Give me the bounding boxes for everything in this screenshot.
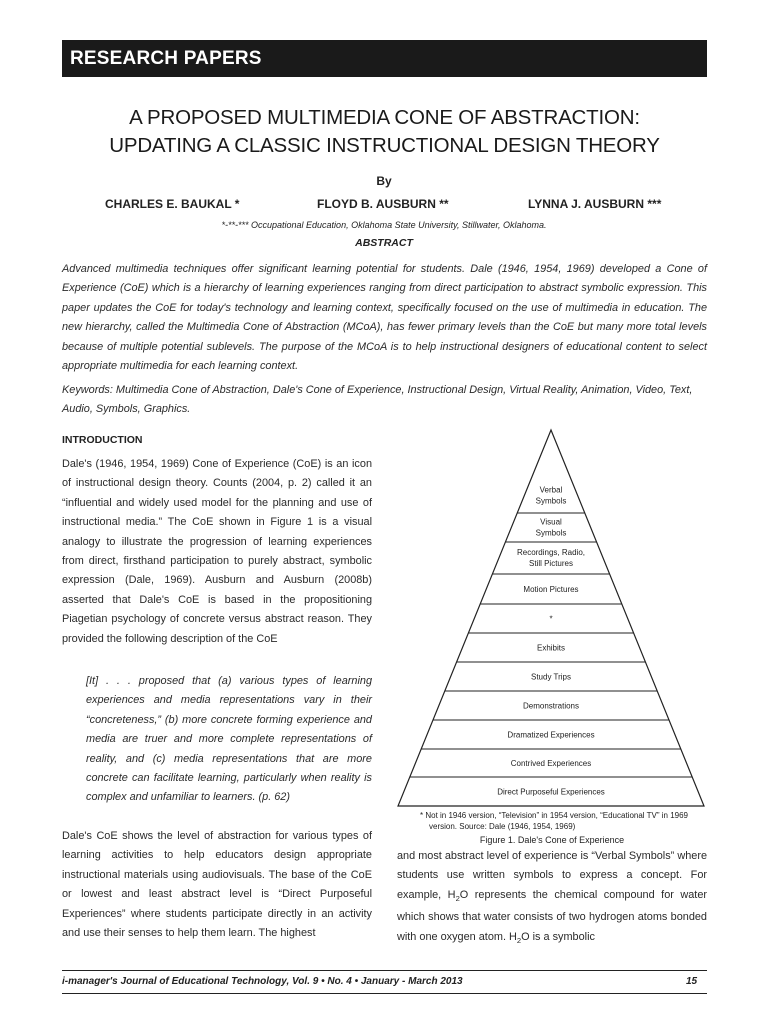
right-para-part-1: and most abstract level of experience is “Verbal Symbols” where students use written symbols to express a concept. For example, H	[397, 850, 707, 901]
abstract-heading: ABSTRACT	[355, 237, 413, 249]
subscript-2: 2	[455, 893, 460, 903]
cone-level-label: Demonstrations	[522, 701, 580, 711]
cone-level-label: Symbols	[535, 496, 567, 506]
affiliation: *-**-*** Occupational Education, Oklahoma State University, Stillwater, Oklahoma.	[221, 220, 547, 230]
title-line-1: A PROPOSED MULTIMEDIA CONE OF ABSTRACTION:	[129, 106, 640, 129]
subscript-2b: 2	[516, 935, 522, 945]
author-1: CHARLES E. BAUKAL *	[105, 197, 240, 211]
intro-paragraph-2: Dale's CoE shows the level of abstraction for various types of learning activities to help educators design appropriate instructional materials using audiovisuals. The base of the CoE or lowest and least abstract level is “Direct Purposeful Experiences” where students participate directly in an activity and use their senses to help them learn. The highest	[62, 830, 372, 940]
cone-level-label: Still Pictures	[528, 559, 574, 568]
right-para-part-2: O represents the chemical compound for water which shows that water consists of two hydrogen atoms bonded with one oxygen atom. H	[397, 888, 707, 943]
right-para-part-3: O is a symbolic	[521, 930, 595, 943]
figure-caption: Figure 1. Dale's Cone of Experience	[479, 835, 625, 845]
cone-level-label: Dramatized Experiences	[507, 730, 595, 740]
cone-level-label: Contrived Experiences	[510, 759, 592, 768]
cone-level-label: Recordings, Radio,	[516, 548, 586, 557]
cone-level-label: *	[549, 614, 553, 624]
cone-level-label: Symbols	[535, 528, 567, 538]
author-2: FLOYD B. AUSBURN **	[317, 197, 449, 211]
footer-rule-top	[62, 970, 707, 971]
abstract-text: Advanced multimedia techniques offer significant learning potential for students. Dale (1946, 1954, 1969) developed a Cone of Experience (CoE) which is a hierarchy of learning experiences ranging from direct participation to abstract symbolic expression. This paper updates the CoE for today's technology and learning context, specifically focused on the use of multimedia in education. The new hierarchy, called the Multimedia Cone of Abstraction (MCoA), has fewer primary levels than the CoE but many more total levels because of multiple potential sublevels. The purpose of the MCoA is to help instructional designers of educational content to select appropriate multimedia for each learning context.	[62, 263, 707, 373]
cone-level-label: Exhibits	[536, 643, 566, 653]
cone-level-label: Direct Purposeful Experiences	[497, 787, 605, 797]
cone-level-label: Motion Pictures	[523, 585, 579, 594]
section-label: RESEARCH PAPERS	[62, 40, 707, 77]
introduction-heading: INTRODUCTION	[62, 434, 143, 446]
footer-rule-bottom	[62, 993, 707, 994]
intro-paragraph-1: Dale's (1946, 1954, 1969) Cone of Experience (CoE) is an icon of instructional design theory. Counts (2004, p. 2) called it an “influential and widely used model for the planning and use of instructional media.” The CoE shown in Figure 1 is a visual analogy to illustrate the progression of learning experiences from direct, firsthand participation to purely abstract, symbolic expression (Dale, 1969). Ausburn and Ausburn (2008b) asserted that Dale's CoE is based in the propositioning Piagetian psychology of concrete versus abstract reason. They provided the following description of the CoE	[62, 458, 372, 645]
figure-note: * Not in 1946 version, “Television” in 1954 version, “Educational TV” in 1969 version. Source: Dale (1946, 1954, 1969)	[420, 811, 688, 831]
block-quote: [It] . . . proposed that (a) various types of learning experiences and media representations vary in their “concreteness,” (b) more concrete forming experience and media are truer and more complete representations of reality, and (c) media representations that are more concrete can facilitate learning, particularly when reality is complex and unfamiliar to learners. (p. 62)	[86, 675, 372, 804]
author-3: LYNNA J. AUSBURN ***	[528, 197, 662, 211]
cone-level-label: Verbal	[539, 485, 563, 495]
cone-level-label: Study Trips	[530, 672, 572, 682]
by-line: By	[376, 174, 392, 188]
keywords: Keywords: Multimedia Cone of Abstraction, Dale's Cone of Experience, Instructional Design, Virtual Reality, Animation, Video, Text, Audio, Symbols, Graphics.	[62, 384, 693, 416]
cone-diagram	[398, 430, 704, 806]
footer-page-number: 15	[686, 976, 698, 987]
footer-journal: i-manager's Journal of Educational Technology, Vol. 9 • No. 4 • January - March 2013	[62, 976, 463, 987]
cone-level-label: Visual	[540, 517, 562, 527]
title-line-2: UPDATING A CLASSIC INSTRUCTIONAL DESIGN THEORY	[109, 134, 660, 157]
